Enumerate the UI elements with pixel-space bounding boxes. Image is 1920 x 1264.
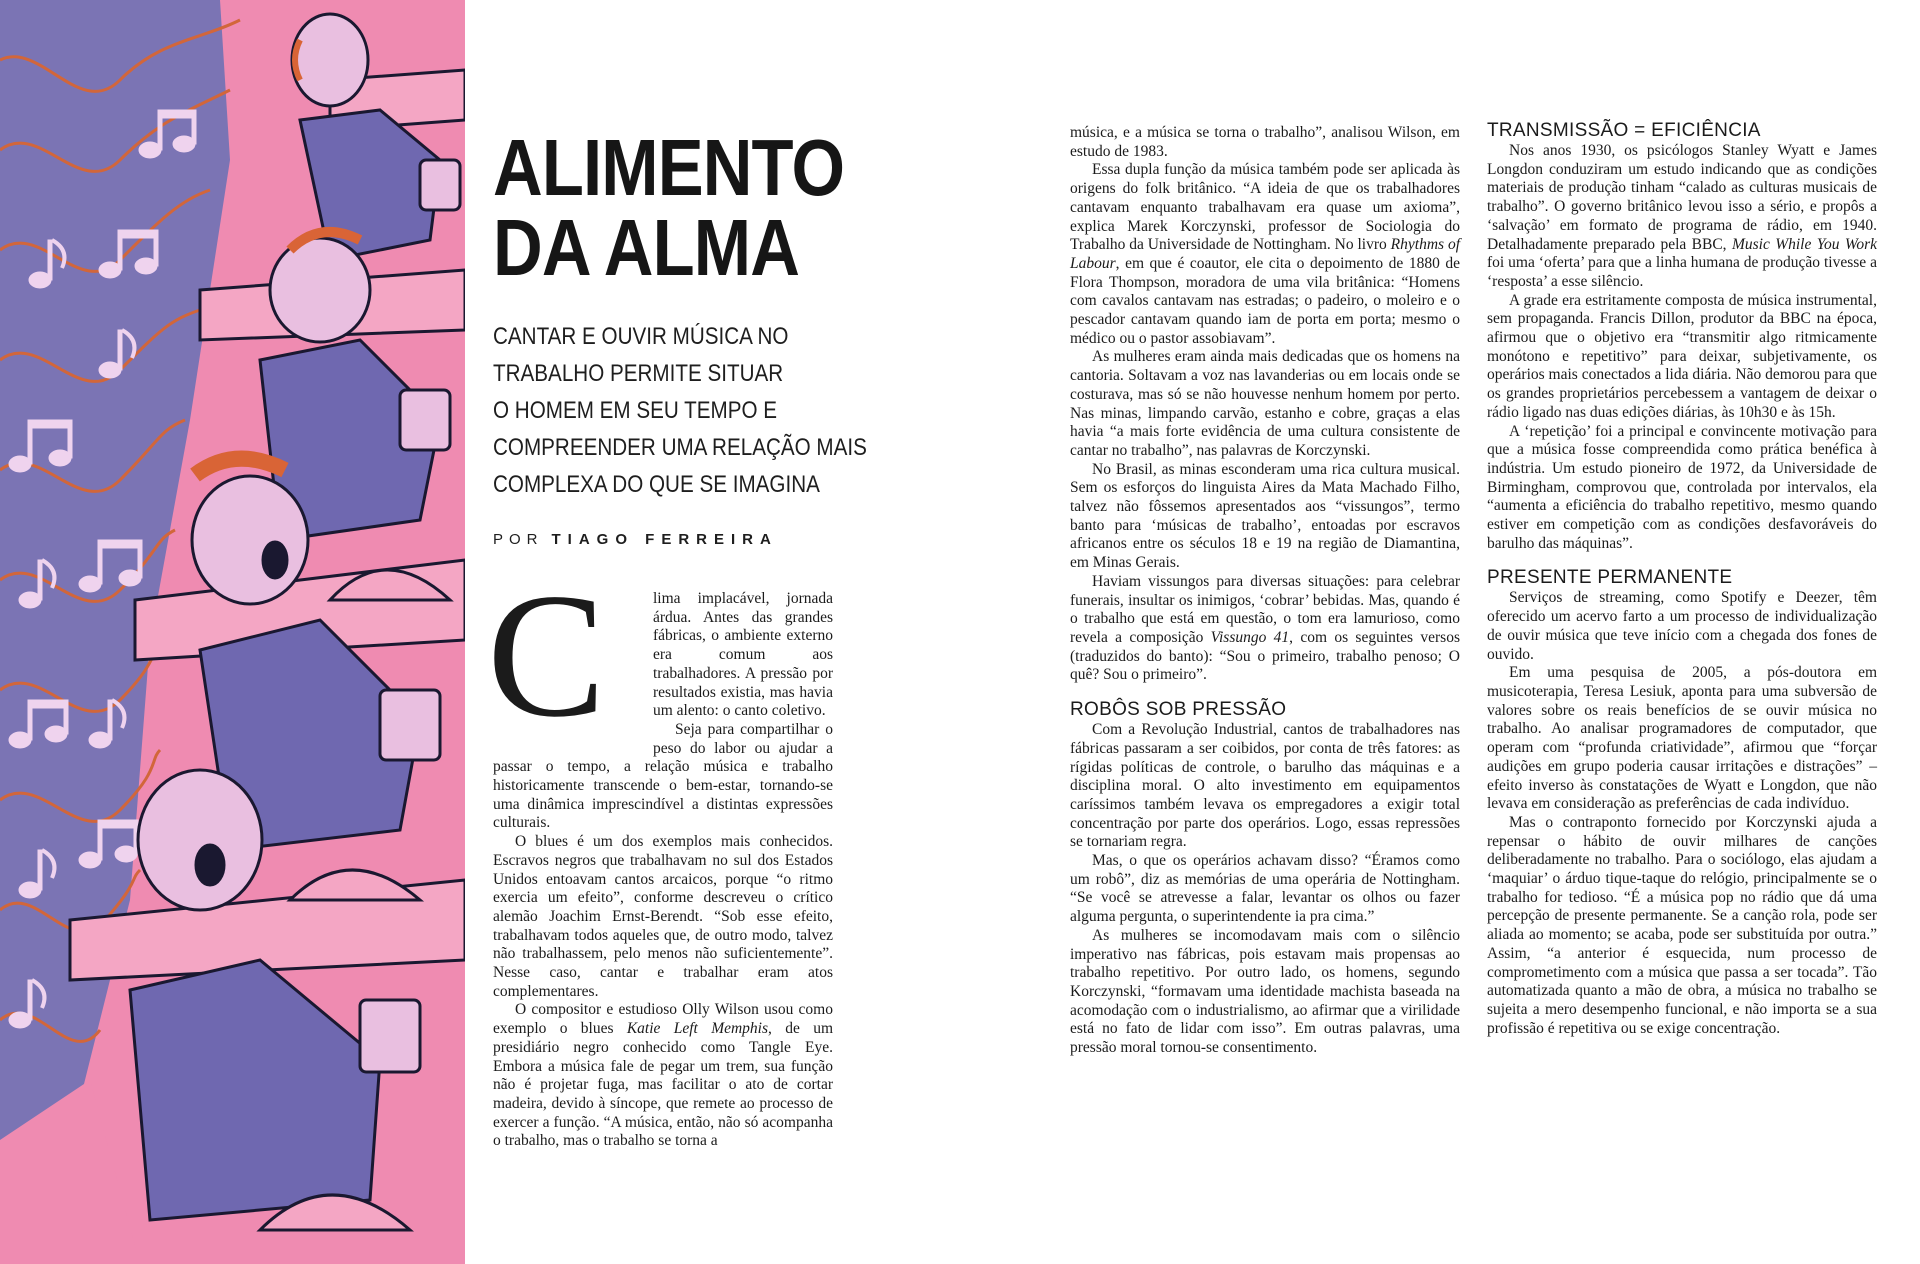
text-run: foi uma ‘oferta’ para que a linha humana de produção tivesse a ‘resposta’ a esse silêncio. [1487, 254, 1877, 290]
text-column-3 [1487, 120, 1877, 1038]
paragraph [1070, 573, 1460, 685]
text-run: , em que é coautor, ele cita o depoimento de 1880 de Flora Thompson, moradora de uma vila britânica: “Homens com cavalos cantavam nas estradas; o padeiro, o moleiro e o pescador cantavam quando iam de porta em porta; mesmo o médico ou o pastor assobiavam”. [1070, 254, 1460, 347]
byline [493, 531, 778, 548]
text-column-2 [1070, 124, 1460, 1058]
title-line-2: DA ALMA [493, 203, 800, 292]
drop-cap: C [487, 556, 606, 754]
subtitle-line: COMPLEXA DO QUE SE IMAGINA [493, 471, 820, 498]
paragraph: No Brasil, as minas esconderam uma rica cultura musical. Sem os esforços do linguista Aires da Mata Machado Filho, talvez não fôssemos apresentados aos “vissungos”, termo banto para ‘músicas de trabalho’, entoadas por escravos africanos entre os séculos 18 e 19 na região de Diamantina, em Minas Gerais. [1070, 460, 1460, 572]
song-title: Vissungo 41 [1210, 628, 1290, 646]
paragraph: A grade era estritamente composta de música instrumental, sem propaganda. Francis Dillon, produtor da BBC na época, afirmou que o objetivo era “transmitir algo ritmicamente monótono e repetitivo” para deixar, subjetivamente, os operários mais conectados a lida diária. Não demorou para que os grandes proprietários percebessem a vantagem de deixar o rádio ligado nas duas edições diárias, às 10h30 e às 15h. [1487, 291, 1877, 421]
paragraph: Mas o contraponto fornecido por Korczynski ajuda a repensar o hábito de ouvir milhares de canções deliberadamente no trabalho. Para o sociólogo, elas ajudam a ‘maquiar’ o árduo tique-taque do relógio, principalmente se o trabalho for tedioso. “É a música pop no rádio que dá uma percepção de presente permanente. Se a canção rola, pode ser aliada ao momento; se acaba, pode ser substituída por outra.” Assim, “a anterior é esquecida, num processo de comprometimento com a música que passa a ser tocada”. Tão automatizada quanto a mão de obra, a música no trabalho se sujeita a mero desempenho funcional, e não importa se a sua profissão é repetitiva ou se exige concentração. [1487, 813, 1877, 1037]
paragraph: lima implacável, jornada árdua. Antes das grandes fábricas, o ambiente externo era comum aos trabalhadores. A pressão por resultados existia, mas havia um alento: o canto coletivo. [653, 590, 833, 720]
illustration-art [0, 0, 465, 1264]
paragraph: música, e a música se torna o trabalho”, analisou Wilson, em estudo de 1983. [1070, 124, 1460, 160]
paragraph: Mas, o que os operários achavam disso? “Éramos como um robô”, diz as memórias de uma operária de Nottingham. “Se você se atrevesse a falar, levantar os olhos ou fazer alguma pergunta, o superintendente ia pra cima.” [1070, 852, 1460, 926]
text-run: Nos anos 1930, os psicólogos Stanley Wyatt e James Longdon conduziram um estudo indicando que as condições materiais de produção tinham “calado as culturas musicais de trabalho”. O governo britânico levou isso a sério, e propôs a ‘salvação’ em formato de programa de rádio, em 1940. Detalhadamente preparado pela BBC, [1487, 142, 1877, 253]
program-title: Music While You Work [1731, 235, 1877, 253]
byline-prefix: POR [493, 531, 544, 548]
dropcap-paragraph [487, 556, 833, 833]
paragraph: Com a Revolução Industrial, cantos de trabalhadores nas fábricas passaram a ser coibidos, por conta de três fatores: as rígidas políticas de controle, o barulho das máquinas e a disciplina moral. O alto investimento em equipamentos caríssimos também levava os empregadores a exigir total concentração por parte dos operários. Logo, essas repressões se tornariam regra. [1070, 721, 1460, 851]
section-heading-robos: ROBÔS SOB PRESSÃO [1070, 699, 1287, 721]
paragraph: Serviços de streaming, como Spotify e Deezer, têm oferecido um acervo farto a um processo de individualização de ouvir música que teve início com a chegada dos fones de ouvido. [1487, 589, 1877, 663]
article-title [493, 123, 845, 292]
illustration-workers-singing [0, 0, 465, 1264]
section-heading-transmissao: TRANSMISSÃO = EFICIÊNCIA [1487, 120, 1761, 141]
section-heading-presente: PRESENTE PERMANENTE [1487, 567, 1733, 589]
paragraph: Seja para compartilhar o peso do labor ou ajudar a passar o tempo, a relação música e trabalho historicamente transcende o bem-estar, tornando-se uma dinâmica imprescindível a distintas expressões culturais. [493, 720, 833, 832]
text-run: Haviam vissungos para diversas situações: para celebrar funerais, insultar os inimigos, ‘cobrar’ bebidas. Mas, quando é o trabalho que está em questão, o tom era lamurioso, como revela a composição [1070, 572, 1460, 646]
text-run: , de um presidiário negro conhecido como Tangle Eye. Embora a música fale de pegar um trem, sua função não é projetar fuga, mas facilitar o ato de cortar madeira, devido à síncope, que remete ao processo de exercer a função. “A música, então, não só acompanha o trabalho, mas o trabalho se torna a [493, 1020, 834, 1150]
subtitle-line: CANTAR E OUVIR MÚSICA NO [493, 323, 789, 350]
text-run: Essa dupla função da música também pode ser aplicada às origens do folk britânico. “A ideia de que os trabalhadores cantavam enquanto trabalhavam era quase um axioma”, explica Marek Korczynski, professor de Sociologia do Trabalho da Universidade de Nottingham. No livro [1070, 161, 1460, 254]
paragraph: A ‘repetição’ foi a principal e convincente motivação para que a música fosse compreendida como prática benéfica à indústria. Um estudo pioneiro de 1972, da Universidade de Birmingham, comprovou que, controlada por intervalos, ela “aumenta a eficiência do trabalho repetitivo, mesmo quando estiver em competição com as condições desfavoráveis do barulho das máquinas”. [1487, 422, 1877, 552]
paragraph [1487, 142, 1877, 292]
subtitle-line: O HOMEM EM SEU TEMPO E [493, 397, 778, 424]
paragraph: O blues é um dos exemplos mais conhecidos. Escravos negros que trabalhavam no sul dos Estados Unidos entoavam cantos arcaicos, porque “o ritmo exercia um efeito”, conforme descreveu o crítico alemão Joachim Ernst-Berendt. “Sob esse efeito, trabalhavam todos aqueles que, de outro modo, talvez não trabalhassem, pelo menos não suficientemente”. Nesse caso, cantar e trabalhar eram atos complementares. [493, 833, 833, 1000]
paragraph [1070, 161, 1460, 348]
paragraph [493, 1001, 833, 1151]
song-title: Katie Left Memphis [626, 1020, 769, 1038]
text-run: , com os seguintes versos (traduzidos do banto): “Sou o primeiro, trabalho penoso; O quê? Sou o primeiro”. [1070, 628, 1460, 684]
paragraph: Em uma pesquisa de 2005, a pós-doutora em musicoterapia, Teresa Lesiuk, aponta para uma subversão de valores sobre os reais benefícios de se ouvir música no trabalho. Ao analisar programadores de computador, que operam com “profunda criatividade”, afirmou que “forçar audições em grupo poderia causar irritações e distrações” – efeito inverso às constatações de Wyatt e Longdon, que não levava em consideração as preferências de cada indivíduo. [1487, 664, 1877, 813]
paragraph: As mulheres se incomodavam mais com o silêncio imperativo nas fábricas, pois estavam mais propensas ao trabalho repetitivo. Por outro lado, os homens, segundo Korczynski, “formavam uma identidade machista baseada na acomodação com o industrialismo, ao afirmar que a virilidade está no fato de lidar com isso”. Em outras palavras, uma pressão moral tornou-se consentimento. [1070, 926, 1460, 1057]
text-column-1 [487, 556, 834, 1151]
title-line-1: ALIMENTO [493, 123, 845, 212]
article-subtitle [493, 318, 871, 503]
text-run: O compositor e estudioso Olly Wilson usou como exemplo o blues [493, 1001, 833, 1038]
byline-author: TIAGO FERREIRA [551, 531, 778, 548]
subtitle-line: TRABALHO PERMITE SITUAR [493, 360, 784, 387]
subtitle-line: COMPREENDER UMA RELAÇÃO MAIS [493, 434, 867, 461]
paragraph: As mulheres eram ainda mais dedicadas que os homens na cantoria. Soltavam a voz nas lavanderias ou em locais onde se costurava, mas só se não houvesse nenhum homem por perto. Nas minas, limpando carvão, estanho e cobre, graças a elas havia “a mais forte evidência de uma cultura consistente de cantar no trabalho”, nas palavras de Korczynski. [1070, 348, 1460, 459]
book-title: Rhythms of Labour [1070, 236, 1460, 272]
